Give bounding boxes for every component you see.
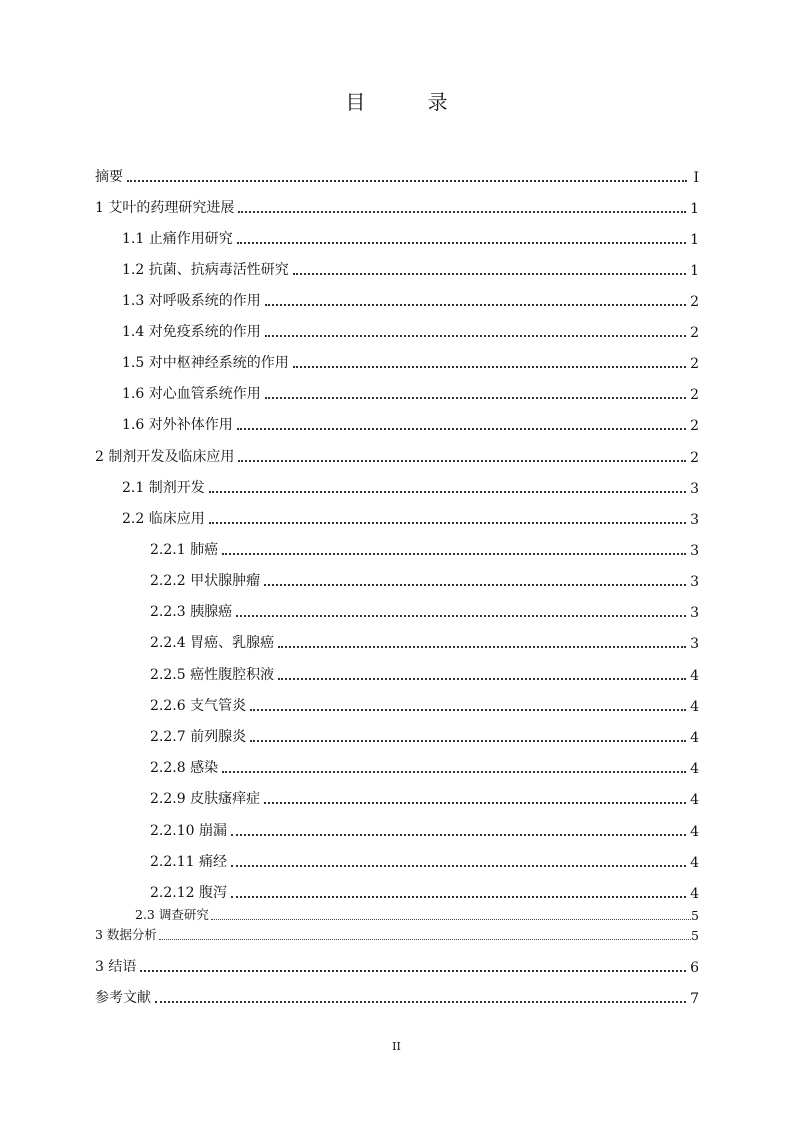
toc-entry-1[interactable] xyxy=(95,193,699,217)
toc-entry-label: 2.1 制剂开发 xyxy=(122,480,205,496)
toc-entry-label: 2.2.2 甲状腺肿瘤 xyxy=(150,573,261,589)
toc-entry-label: 2.3 调查研究 xyxy=(135,907,209,922)
dot-leader xyxy=(264,798,686,804)
toc-entry-page: 3 xyxy=(690,543,699,559)
dot-leader xyxy=(209,518,686,524)
dot-leader xyxy=(209,487,686,493)
toc-entry-label: 3 结语 xyxy=(95,959,137,975)
toc-entry-page: 2 xyxy=(690,294,699,310)
toc-entry-2-2-7[interactable] xyxy=(150,722,699,746)
toc-entry-abstract[interactable] xyxy=(95,162,699,186)
toc-entry-page: 2 xyxy=(690,325,699,341)
toc-entry-2-2-11[interactable] xyxy=(150,847,699,871)
toc-entry-page: 4 xyxy=(690,668,699,684)
dot-leader xyxy=(237,238,686,244)
toc-entry-2-2-1[interactable] xyxy=(150,535,699,559)
toc-entry-2-2-2[interactable] xyxy=(150,566,699,590)
dot-leader xyxy=(155,997,686,1003)
dot-leader xyxy=(222,767,686,773)
toc-entry-page: 4 xyxy=(690,855,699,871)
toc-entry-label: 1.4 对免疫系统的作用 xyxy=(122,324,261,340)
toc-entry-page: 3 xyxy=(690,481,699,497)
toc-entry-2-2-4[interactable] xyxy=(150,628,699,652)
toc-entry-3-data[interactable] xyxy=(95,923,699,943)
toc-entry-page: 5 xyxy=(691,908,699,923)
toc-entry-2-2[interactable] xyxy=(122,504,699,528)
dot-leader xyxy=(264,580,686,586)
dot-leader xyxy=(278,642,686,648)
toc-entry-2-2-9[interactable] xyxy=(150,784,699,808)
toc-entry-label: 2.2.7 前列腺炎 xyxy=(150,729,247,745)
toc-entry-2[interactable] xyxy=(95,442,699,466)
toc-entry-page: 2 xyxy=(690,450,699,466)
dot-leader xyxy=(231,892,686,898)
toc-entry-2-2-8[interactable] xyxy=(150,753,699,777)
toc-entry-page: 1 xyxy=(690,201,699,217)
toc-entry-1-3[interactable] xyxy=(122,286,699,310)
toc-entry-page: 6 xyxy=(690,960,699,976)
page-title: 目 录 xyxy=(345,90,476,114)
toc-entry-2-3[interactable] xyxy=(135,903,699,923)
dot-leader xyxy=(211,915,691,920)
toc-entry-page: 2 xyxy=(690,356,699,372)
toc-entry-page: 4 xyxy=(690,824,699,840)
toc-entry-2-1[interactable] xyxy=(122,473,699,497)
dot-leader xyxy=(140,966,686,972)
dot-leader xyxy=(278,674,686,680)
toc-entry-references[interactable] xyxy=(95,983,699,1007)
toc-entry-label: 2.2.8 感染 xyxy=(150,760,219,776)
toc-entry-label: 1.6 对外补体作用 xyxy=(122,417,233,433)
toc-entry-page: 4 xyxy=(690,792,699,808)
page-number: II xyxy=(392,1040,401,1053)
dot-leader xyxy=(265,300,686,306)
toc-entry-label: 2.2.5 癌性腹腔积液 xyxy=(150,667,275,683)
toc-entry-page: I xyxy=(693,170,699,186)
toc-entry-1-4[interactable] xyxy=(122,317,699,341)
toc-entry-page: 5 xyxy=(691,928,699,943)
toc-entry-label: 1 艾叶的药理研究进展 xyxy=(95,200,235,216)
toc-entry-1-6[interactable] xyxy=(122,379,699,403)
toc-entry-1-2[interactable] xyxy=(122,255,699,279)
toc-entry-page: 1 xyxy=(690,232,699,248)
toc-entry-page: 7 xyxy=(690,991,699,1007)
toc-entry-page: 3 xyxy=(690,574,699,590)
toc-entry-1-6b[interactable] xyxy=(122,410,699,434)
dot-leader xyxy=(293,362,686,368)
dot-leader xyxy=(231,861,686,867)
toc-entry-page: 1 xyxy=(690,263,699,279)
toc-entry-label: 2.2.1 肺癌 xyxy=(150,542,219,558)
toc-entry-label: 2.2.4 胃癌、乳腺癌 xyxy=(150,635,275,651)
toc-entry-2-2-6[interactable] xyxy=(150,691,699,715)
toc-entry-page: 3 xyxy=(690,605,699,621)
toc-entry-label: 1.3 对呼吸系统的作用 xyxy=(122,293,261,309)
dot-leader xyxy=(222,549,686,555)
dot-leader xyxy=(127,176,687,182)
toc-entry-page: 3 xyxy=(690,636,699,652)
toc-entry-label: 3 数据分析 xyxy=(95,927,157,942)
toc-entry-label: 2.2 临床应用 xyxy=(122,511,205,527)
toc-entry-label: 1.2 抗菌、抗病毒活性研究 xyxy=(122,262,289,278)
toc-entry-1-5[interactable] xyxy=(122,348,699,372)
toc-entry-2-2-12[interactable] xyxy=(150,878,699,902)
toc-entry-label: 1.1 止痛作用研究 xyxy=(122,231,233,247)
toc-entry-page: 2 xyxy=(690,387,699,403)
toc-entry-label: 2 制剂开发及临床应用 xyxy=(95,449,235,465)
toc-entry-label: 2.2.9 皮肤瘙痒症 xyxy=(150,791,261,807)
toc-entry-label: 参考文献 xyxy=(95,990,151,1006)
toc-entry-page: 4 xyxy=(690,761,699,777)
dot-leader xyxy=(238,456,686,462)
toc-entry-2-2-10[interactable] xyxy=(150,816,699,840)
toc-entry-2-2-3[interactable] xyxy=(150,597,699,621)
toc-entry-label: 摘要 xyxy=(95,169,123,185)
toc-entry-page: 3 xyxy=(690,512,699,528)
toc-entry-label: 2.2.10 崩漏 xyxy=(150,823,227,839)
dot-leader xyxy=(265,331,686,337)
dot-leader xyxy=(265,393,686,399)
toc-entry-label: 2.2.12 腹泻 xyxy=(150,885,227,901)
toc-entry-page: 2 xyxy=(690,418,699,434)
dot-leader xyxy=(159,935,691,940)
dot-leader xyxy=(236,611,686,617)
toc-entry-page: 4 xyxy=(690,699,699,715)
dot-leader xyxy=(250,736,686,742)
toc-entry-page: 4 xyxy=(690,886,699,902)
toc-entry-page: 4 xyxy=(690,730,699,746)
dot-leader xyxy=(238,207,686,213)
dot-leader xyxy=(293,269,686,275)
toc-entry-label: 2.2.11 痛经 xyxy=(150,854,227,870)
toc-entry-label: 1.5 对中枢神经系统的作用 xyxy=(122,355,289,371)
toc-entry-label: 2.2.6 支气管炎 xyxy=(150,698,247,714)
dot-leader xyxy=(250,705,686,711)
toc-entry-2-2-5[interactable] xyxy=(150,660,699,684)
toc-entry-1-1[interactable] xyxy=(122,224,699,248)
toc-entry-3-conclusion[interactable] xyxy=(95,952,699,976)
toc-entry-label: 1.6 对心血管系统作用 xyxy=(122,386,261,402)
dot-leader xyxy=(237,424,686,430)
dot-leader xyxy=(231,830,686,836)
toc-entry-label: 2.2.3 胰腺癌 xyxy=(150,604,233,620)
